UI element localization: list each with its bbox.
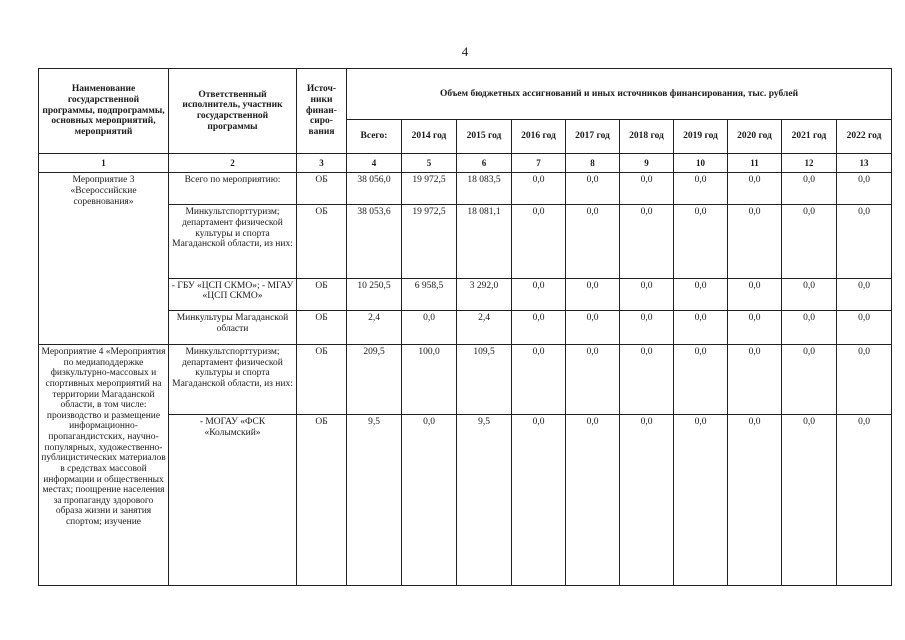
value-cell: 0,0 (782, 415, 837, 586)
value-cell: 3 292,0 (457, 278, 512, 310)
value-cell: 0,0 (728, 345, 782, 415)
table-row (39, 173, 892, 205)
value-cell: 2,4 (457, 310, 512, 344)
value-cell: 0,0 (837, 415, 892, 586)
value-cell: 19 972,5 (402, 205, 457, 278)
value-cell: 0,0 (674, 205, 728, 278)
value-cell: 0,0 (620, 173, 674, 205)
value-cell: 0,0 (782, 278, 837, 310)
event-name: Мероприятие 4 «Мероприятия по медиаподдержке физкультурно-массовых и спортивных мероприятий на территории Магаданской области, в том числе: производство и размещение информационно-пропагандистских, научно-популярных, художественно-публицистических материалов в средствах массовой информации и общественных местах; поощрение населения за пропаганду здорового образа жизни и занятия спортом; изучение (39, 345, 169, 586)
source-cell: ОБ (297, 278, 347, 310)
header-volume: Объем бюджетных ассигнований и иных источников финансирования, тыс. рублей (347, 69, 892, 120)
value-cell: 0,0 (728, 278, 782, 310)
budget-table (38, 68, 892, 586)
header-source: Источ-ники финан-сиро-вания (297, 69, 347, 154)
value-cell: 0,0 (782, 205, 837, 278)
column-number: 13 (837, 153, 892, 173)
value-cell: 19 972,5 (402, 173, 457, 205)
value-cell: 10 250,5 (347, 278, 402, 310)
value-cell: 18 081,1 (457, 205, 512, 278)
column-number: 9 (620, 153, 674, 173)
header-year: 2015 год (457, 119, 512, 153)
value-cell: 0,0 (674, 173, 728, 205)
header-year: 2016 год (512, 119, 566, 153)
value-cell: 0,0 (782, 310, 837, 344)
value-cell: 0,0 (728, 310, 782, 344)
value-cell: 0,0 (674, 278, 728, 310)
value-cell: 0,0 (837, 310, 892, 344)
value-cell: 0,0 (512, 310, 566, 344)
value-cell: 9,5 (457, 415, 512, 586)
column-number: 10 (674, 153, 728, 173)
header-year: 2014 год (402, 119, 457, 153)
value-cell: 0,0 (837, 205, 892, 278)
column-number: 1 (39, 153, 169, 173)
header-year: 2022 год (837, 119, 892, 153)
value-cell: 0,0 (728, 173, 782, 205)
value-cell: 0,0 (837, 278, 892, 310)
value-cell: 0,0 (728, 205, 782, 278)
executor-cell: Всего по мероприятию: (169, 173, 297, 205)
value-cell: 18 083,5 (457, 173, 512, 205)
header-year: Всего: (347, 119, 402, 153)
value-cell: 109,5 (457, 345, 512, 415)
value-cell: 100,0 (402, 345, 457, 415)
value-cell: 9,5 (347, 415, 402, 586)
value-cell: 0,0 (837, 345, 892, 415)
source-cell: ОБ (297, 310, 347, 344)
column-number: 3 (297, 153, 347, 173)
value-cell: 0,0 (566, 278, 620, 310)
value-cell: 0,0 (566, 310, 620, 344)
column-number: 8 (566, 153, 620, 173)
value-cell: 0,0 (728, 415, 782, 586)
column-number-row (39, 153, 892, 173)
value-cell: 0,0 (620, 205, 674, 278)
value-cell: 0,0 (782, 173, 837, 205)
value-cell: 0,0 (512, 205, 566, 278)
value-cell: 0,0 (566, 205, 620, 278)
column-number: 4 (347, 153, 402, 173)
value-cell: 0,0 (782, 345, 837, 415)
header-year: 2019 год (674, 119, 728, 153)
executor-cell: - МОГАУ «ФСК «Колымский» (169, 415, 297, 586)
column-number: 6 (457, 153, 512, 173)
source-cell: ОБ (297, 345, 347, 415)
executor-cell: Минкультуры Магаданской области (169, 310, 297, 344)
value-cell: 0,0 (402, 415, 457, 586)
page-number: 4 (461, 44, 469, 59)
table-row (39, 345, 892, 415)
value-cell: 0,0 (512, 415, 566, 586)
value-cell: 0,0 (402, 310, 457, 344)
value-cell: 0,0 (674, 310, 728, 344)
value-cell: 0,0 (674, 345, 728, 415)
header-year: 2020 год (728, 119, 782, 153)
value-cell: 0,0 (512, 173, 566, 205)
value-cell: 38 053,6 (347, 205, 402, 278)
header-executor: Ответственный исполнитель, участник государственной программы (169, 69, 297, 154)
source-cell: ОБ (297, 415, 347, 586)
value-cell: 0,0 (620, 310, 674, 344)
header-year: 2018 год (620, 119, 674, 153)
column-number: 11 (728, 153, 782, 173)
value-cell: 0,0 (620, 278, 674, 310)
value-cell: 0,0 (674, 415, 728, 586)
column-number: 7 (512, 153, 566, 173)
value-cell: 0,0 (566, 415, 620, 586)
value-cell: 209,5 (347, 345, 402, 415)
source-cell: ОБ (297, 173, 347, 205)
header-name: Наименование государственной программы, подпрограммы, основных мероприятий, мероприятий (39, 69, 169, 154)
header-year: 2021 год (782, 119, 837, 153)
value-cell: 0,0 (566, 173, 620, 205)
value-cell: 0,0 (620, 345, 674, 415)
event-name: Мероприятие 3 «Всероссийские соревнования» (39, 173, 169, 345)
value-cell: 0,0 (837, 173, 892, 205)
executor-cell: Минкультспорттуризм; департамент физической культуры и спорта Магаданской области, из них: (169, 205, 297, 278)
column-number: 2 (169, 153, 297, 173)
value-cell: 0,0 (512, 345, 566, 415)
executor-cell: - ГБУ «ЦСП СКМО»; - МГАУ «ЦСП СКМО» (169, 278, 297, 310)
value-cell: 0,0 (512, 278, 566, 310)
column-number: 5 (402, 153, 457, 173)
value-cell: 0,0 (566, 345, 620, 415)
executor-cell: Минкультспорттуризм; департамент физической культуры и спорта Магаданской области, из них: (169, 345, 297, 415)
value-cell: 0,0 (620, 415, 674, 586)
source-cell: ОБ (297, 205, 347, 278)
header-year: 2017 год (566, 119, 620, 153)
value-cell: 38 056,0 (347, 173, 402, 205)
value-cell: 6 958,5 (402, 278, 457, 310)
value-cell: 2,4 (347, 310, 402, 344)
column-number: 12 (782, 153, 837, 173)
